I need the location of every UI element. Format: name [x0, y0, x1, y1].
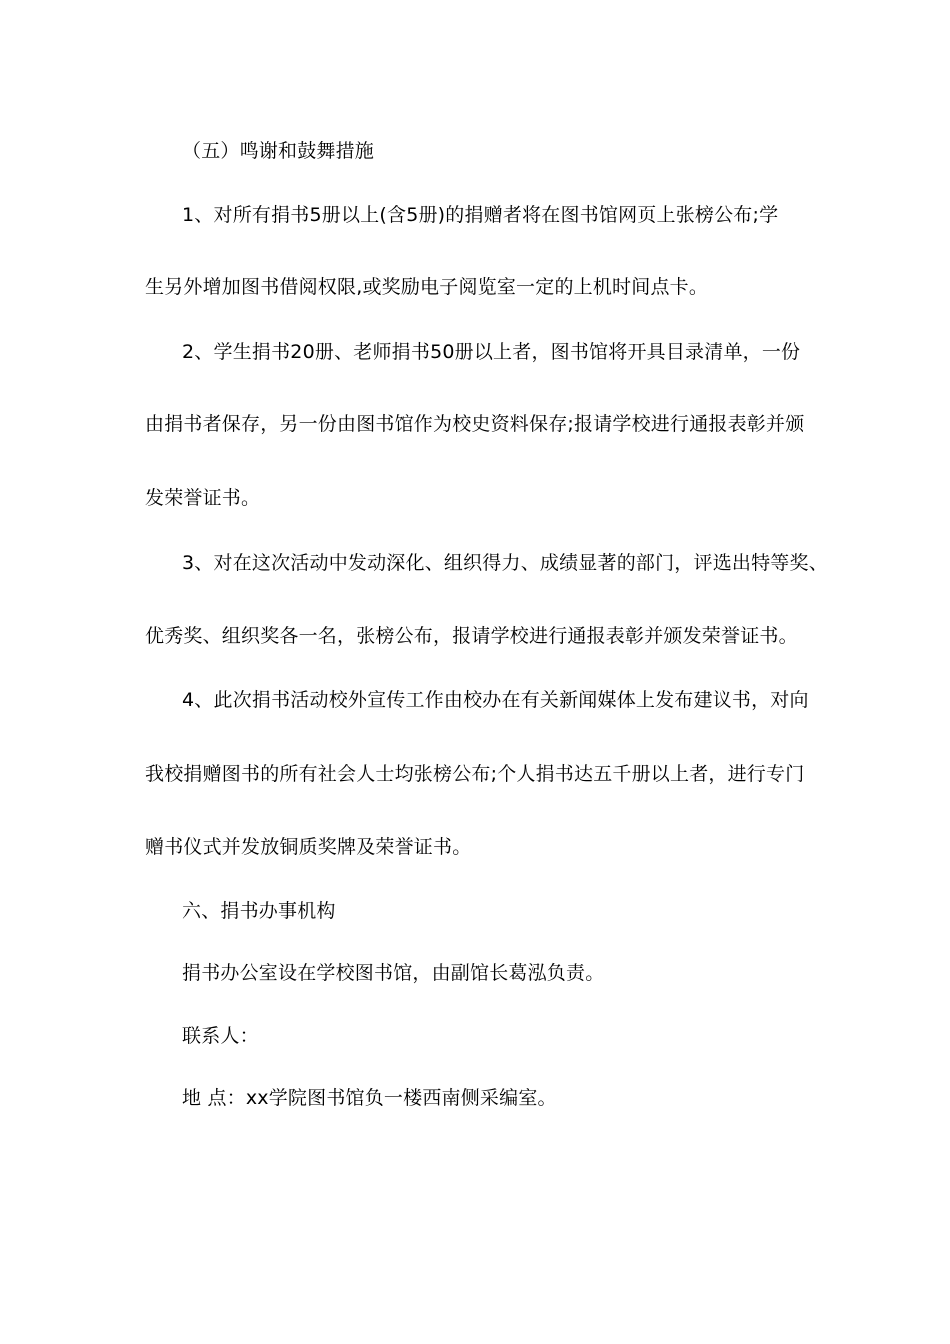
paragraph-4-line-2: 我校捐赠图书的所有社会人士均张榜公布;个人捐书达五千册以上者，进行专门	[145, 763, 805, 785]
contact-person-label: 联系人：	[182, 1025, 259, 1047]
paragraph-2-line-3: 发荣誉证书。	[145, 487, 261, 509]
paragraph-3-line-1: 3、对在这次活动中发动深化、组织得力、成绩显著的部门，评选出特等奖、	[182, 552, 828, 574]
paragraph-1-line-2: 生另外增加图书借阅权限,或奖励电子阅览室一定的上机时间点卡。	[145, 276, 709, 298]
office-location-text: 捐书办公室设在学校图书馆，由副馆长葛泓负责。	[182, 962, 605, 984]
address-text: 地 点：xx学院图书馆负一楼西南侧采编室。	[182, 1087, 557, 1109]
section-heading-office: 六、捐书办事机构	[182, 900, 336, 922]
paragraph-4-line-1: 4、此次捐书活动校外宣传工作由校办在有关新闻媒体上发布建议书，对向	[182, 689, 809, 711]
paragraph-1-line-1: 1、对所有捐书5册以上(含5册)的捐赠者将在图书馆网页上张榜公布;学	[182, 204, 779, 226]
paragraph-3-line-2: 优秀奖、组织奖各一名，张榜公布，报请学校进行通报表彰并颁发荣誉证书。	[145, 625, 798, 647]
paragraph-4-line-3: 赠书仪式并发放铜质奖牌及荣誉证书。	[145, 836, 472, 858]
paragraph-2-line-2: 由捐书者保存，另一份由图书馆作为校史资料保存;报请学校进行通报表彰并颁	[145, 413, 805, 435]
paragraph-2-line-1: 2、学生捐书20册、老师捐书50册以上者，图书馆将开具目录清单，一份	[182, 341, 801, 363]
section-heading-acknowledgement: （五）鸣谢和鼓舞措施	[182, 140, 375, 162]
